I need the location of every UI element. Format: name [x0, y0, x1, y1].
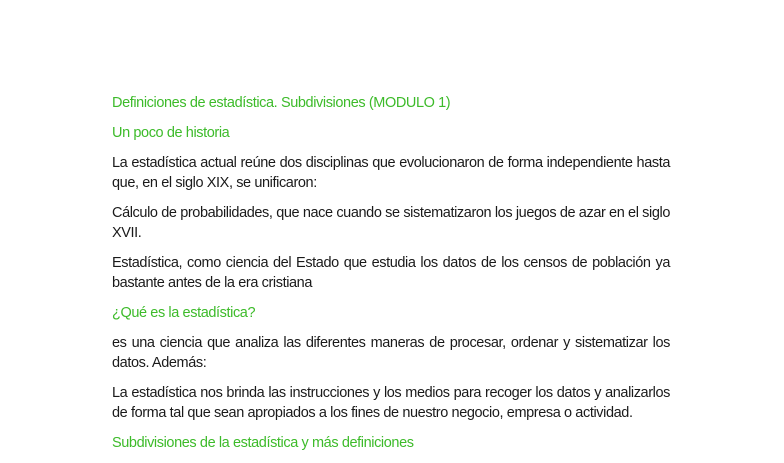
section-heading-history: Un poco de historia: [112, 125, 230, 141]
paragraph-purpose: La estadística nos brinda las instrucciones y los medios para recoger los datos y analizarlos de forma tal que sean apropiados a los fines de nuestro negocio, empresa o actividad.: [112, 385, 670, 421]
section-heading-subdivisions: Subdivisiones de la estadística y más definiciones: [112, 435, 414, 451]
paragraph-definition: es una ciencia que analiza las diferentes maneras de procesar, ordenar y sistematizar los datos. Además:: [112, 335, 670, 371]
paragraph-state-statistics: Estadística, como ciencia del Estado que estudia los datos de los censos de población ya bastante antes de la era cristiana: [112, 255, 670, 291]
document-title: Definiciones de estadística. Subdivisiones (MODULO 1): [112, 95, 451, 111]
section-heading-what-is: ¿Qué es la estadística?: [112, 305, 256, 321]
document-page: [112, 93, 670, 463]
paragraph-history-intro: La estadística actual reúne dos disciplinas que evolucionaron de forma independiente hasta que, en el siglo XIX, se unificaron:: [112, 155, 670, 191]
paragraph-probability: Cálculo de probabilidades, que nace cuando se sistematizaron los juegos de azar en el siglo XVII.: [112, 205, 670, 241]
